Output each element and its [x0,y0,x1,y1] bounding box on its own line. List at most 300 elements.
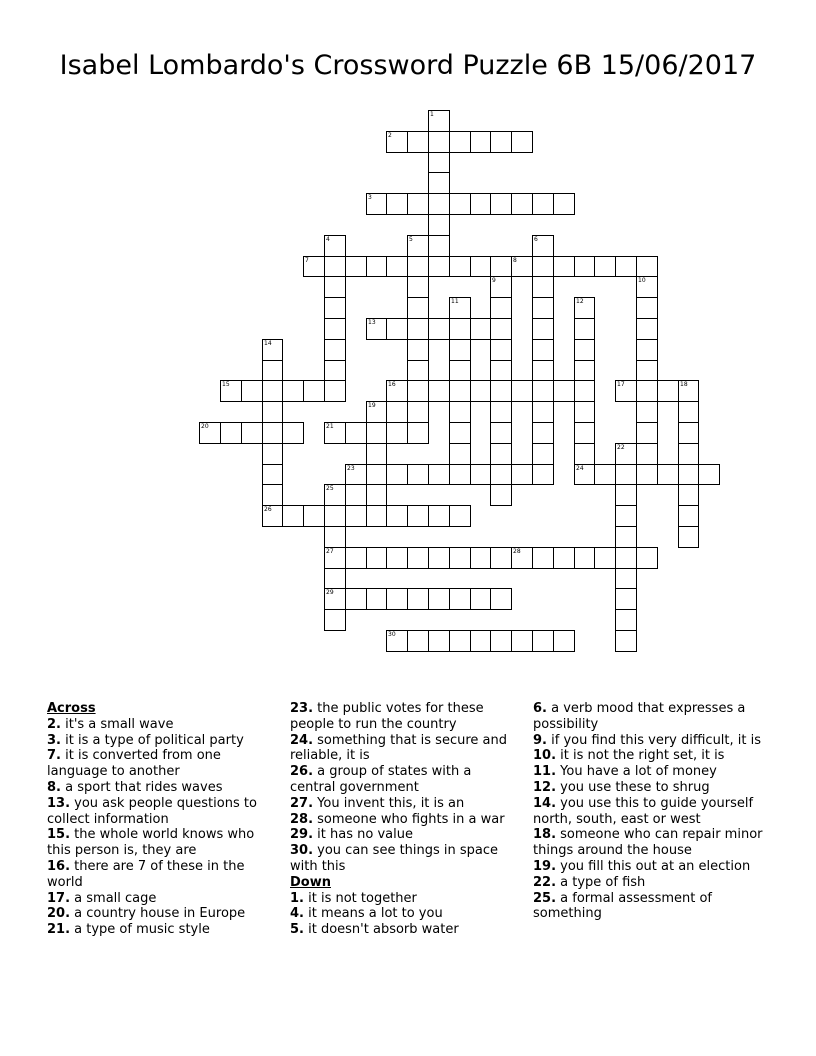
down-clue [533,859,765,875]
grid-cell[interactable] [553,193,575,215]
grid-cell[interactable] [324,276,346,298]
grid-cell[interactable] [615,505,637,527]
clue-number-label: 15. [47,827,71,843]
grid-cell[interactable] [324,297,346,319]
grid-cell[interactable] [636,464,658,485]
clue-number: 19 [368,402,376,409]
clue-number-label: 14. [533,795,557,811]
grid-cell[interactable] [678,464,699,485]
grid-cell[interactable] [449,360,471,381]
across-clue [290,796,520,812]
grid-cell[interactable] [532,422,554,444]
grid-cell[interactable] [366,464,387,485]
grid-cell[interactable] [262,505,283,527]
grid-cell[interactable] [490,193,512,215]
grid-cell[interactable] [345,256,367,277]
grid-cell[interactable] [407,401,429,423]
clue-text: it is a type of political party [60,732,244,748]
grid-cell[interactable] [490,443,512,465]
grid-cell[interactable] [366,443,387,465]
grid-cell[interactable] [407,297,429,319]
grid-cell[interactable] [366,588,387,610]
grid-cell[interactable] [470,630,491,652]
grid-cell[interactable] [386,256,408,277]
grid-cell[interactable] [282,380,304,402]
across-clue [47,859,275,891]
grid-cell[interactable] [615,630,637,652]
grid-cell[interactable] [366,505,387,527]
grid-cell[interactable] [262,360,283,381]
grid-cell[interactable] [449,380,471,402]
grid-cell[interactable] [407,235,429,257]
grid-cell[interactable] [678,380,699,402]
grid-cell[interactable] [324,235,346,257]
grid-cell[interactable] [262,443,283,465]
grid-cell[interactable] [678,484,699,506]
clue-number: 3 [368,194,372,201]
grid-cell[interactable] [324,484,346,506]
grid-cell[interactable] [615,464,637,485]
grid-cell[interactable] [262,422,283,444]
grid-cell[interactable] [428,588,450,610]
grid-cell[interactable] [407,588,429,610]
grid-cell[interactable] [532,193,554,215]
grid-cell[interactable] [532,297,554,319]
grid-cell[interactable] [594,464,616,485]
grid-cell[interactable] [511,131,533,153]
grid-cell[interactable] [574,339,595,361]
grid-cell[interactable] [303,380,325,402]
grid-cell[interactable] [449,464,471,485]
clue-number-label: 18. [533,827,557,843]
clue-number: 7 [305,257,309,264]
grid-cell[interactable] [574,380,595,402]
clue-number: 26 [264,506,272,513]
grid-cell[interactable] [470,131,491,153]
grid-cell[interactable] [428,505,450,527]
grid-cell[interactable] [345,588,367,610]
clue-text: you use this to guide yourself north, south, east or west [533,795,754,827]
grid-cell[interactable] [262,401,283,423]
grid-cell[interactable] [345,464,367,485]
clue-number: 2 [388,132,392,139]
grid-cell[interactable] [428,380,450,402]
clue-text: you ask people questions to collect information [47,795,257,827]
clue-text: the public votes for these people to run the country [290,701,484,732]
clue-number-label: 28. [290,811,314,827]
clue-text: a formal assessment of something [533,890,712,922]
across-clue [290,812,520,828]
across-clue [47,748,275,780]
grid-cell[interactable] [615,568,637,589]
grid-cell[interactable] [490,630,512,652]
grid-cell[interactable] [324,339,346,361]
grid-cell[interactable] [574,464,595,485]
across-clue [47,906,275,922]
grid-cell[interactable] [615,547,637,569]
grid-cell[interactable] [470,547,491,569]
down-clue [290,906,520,922]
grid-cell[interactable] [407,131,429,153]
grid-cell[interactable] [532,380,554,402]
grid-cell[interactable] [449,339,471,361]
grid-cell[interactable] [636,547,658,569]
grid-cell[interactable] [511,380,533,402]
grid-cell[interactable] [449,443,471,465]
grid-cell[interactable] [386,588,408,610]
clue-number-label: 7. [47,748,61,764]
down-clue [533,764,765,780]
clue-number: 23 [347,465,355,472]
grid-cell[interactable] [594,256,616,277]
grid-cell[interactable] [615,588,637,610]
grid-cell[interactable] [657,380,679,402]
clue-text: it is not together [303,890,417,906]
down-clue [533,796,765,828]
grid-cell[interactable] [199,422,221,444]
grid-cell[interactable] [470,464,491,485]
grid-cell[interactable] [490,339,512,361]
grid-cell[interactable] [490,401,512,423]
grid-cell[interactable] [345,547,367,569]
clue-number: 25 [326,485,334,492]
down-clue [533,875,765,891]
grid-cell[interactable] [511,630,533,652]
grid-cell[interactable] [636,422,658,444]
clue-number-label: 13. [47,795,71,811]
grid-cell[interactable] [449,318,471,340]
grid-cell[interactable] [324,360,346,381]
grid-cell[interactable] [490,588,512,610]
grid-cell[interactable] [324,547,346,569]
grid-cell[interactable] [636,256,658,277]
grid-cell[interactable] [407,256,429,277]
grid-cell[interactable] [574,256,595,277]
grid-cell[interactable] [636,443,658,465]
grid-cell[interactable] [490,318,512,340]
grid-cell[interactable] [407,547,429,569]
grid-cell[interactable] [490,256,512,277]
grid-cell[interactable] [657,464,679,485]
clue-number: 11 [451,298,459,305]
clue-number-label: 3. [47,732,61,748]
across-clue [47,780,275,796]
clue-number: 27 [326,548,334,555]
down-clue [290,922,520,938]
grid-cell[interactable] [574,547,595,569]
grid-cell[interactable] [428,630,450,652]
grid-cell[interactable] [511,256,533,277]
grid-cell[interactable] [366,547,387,569]
grid-cell[interactable] [553,630,575,652]
grid-cell[interactable] [532,630,554,652]
clue-number: 22 [617,444,625,451]
grid-cell[interactable] [532,360,554,381]
grid-cell[interactable] [678,526,699,548]
grid-cell[interactable] [428,193,450,215]
grid-cell[interactable] [407,505,429,527]
grid-cell[interactable] [615,484,637,506]
grid-cell[interactable] [553,256,575,277]
grid-cell[interactable] [574,360,595,381]
clue-text: you fill this out at an election [556,858,751,874]
clue-number: 1 [430,111,434,118]
grid-cell[interactable] [366,318,387,340]
grid-cell[interactable] [386,318,408,340]
grid-cell[interactable] [615,256,637,277]
grid-cell[interactable] [636,401,658,423]
clue-text: You invent this, it is an [313,795,465,811]
grid-cell[interactable] [615,609,637,631]
grid-cell[interactable] [428,152,450,173]
grid-cell[interactable] [532,235,554,257]
grid-cell[interactable] [636,297,658,319]
grid-cell[interactable] [490,360,512,381]
grid-cell[interactable] [407,318,429,340]
grid-cell[interactable] [678,443,699,465]
grid-cell[interactable] [220,422,242,444]
grid-cell[interactable] [532,276,554,298]
grid-cell[interactable] [386,422,408,444]
clue-text: a sport that rides waves [60,779,223,795]
grid-cell[interactable] [407,422,429,444]
clue-column-2 [290,701,520,938]
grid-cell[interactable] [282,422,304,444]
clue-number: 17 [617,381,625,388]
grid-cell[interactable] [366,256,387,277]
grid-cell[interactable] [241,380,263,402]
grid-cell[interactable] [428,172,450,194]
grid-cell[interactable] [428,214,450,236]
grid-cell[interactable] [574,443,595,465]
grid-cell[interactable] [241,422,263,444]
grid-cell[interactable] [698,464,720,485]
grid-cell[interactable] [324,380,346,402]
clue-number-label: 9. [533,732,547,748]
grid-cell[interactable] [407,276,429,298]
across-clue [290,827,520,843]
grid-cell[interactable] [407,630,429,652]
grid-cell[interactable] [574,401,595,423]
clue-number: 16 [388,381,396,388]
grid-cell[interactable] [407,380,429,402]
clue-number: 21 [326,423,334,430]
grid-cell[interactable] [449,630,471,652]
grid-cell[interactable] [532,339,554,361]
grid-cell[interactable] [262,380,283,402]
grid-cell[interactable] [449,256,471,277]
grid-cell[interactable] [532,318,554,340]
clue-number: 18 [680,381,688,388]
grid-cell[interactable] [428,110,450,132]
across-heading: Across [47,701,96,716]
grid-cell[interactable] [407,339,429,361]
grid-cell[interactable] [428,318,450,340]
clue-number: 12 [576,298,584,305]
grid-cell[interactable] [636,339,658,361]
clue-number: 8 [513,257,517,264]
grid-cell[interactable] [574,297,595,319]
across-clue-list [47,717,275,938]
grid-cell[interactable] [345,422,367,444]
grid-cell[interactable] [490,422,512,444]
grid-cell[interactable] [386,131,408,153]
clue-text: you use these to shrug [556,779,710,795]
grid-cell[interactable] [678,401,699,423]
grid-cell[interactable] [449,131,471,153]
across-clue [47,891,275,907]
grid-cell[interactable] [324,568,346,589]
clue-number-label: 12. [533,779,557,795]
across-clue [290,733,520,765]
grid-cell[interactable] [636,318,658,340]
across-clue [47,922,275,938]
down-clue-list-continued [533,701,765,922]
down-clue [533,748,765,764]
grid-cell[interactable] [303,505,325,527]
grid-cell[interactable] [449,422,471,444]
clue-text: a verb mood that expresses a possibility [533,701,746,732]
grid-cell[interactable] [303,256,325,277]
grid-cell[interactable] [262,464,283,485]
grid-cell[interactable] [678,505,699,527]
across-clue [290,843,520,875]
grid-cell[interactable] [386,464,408,485]
clue-number: 9 [492,277,496,284]
grid-cell[interactable] [490,464,512,485]
grid-cell[interactable] [636,360,658,381]
grid-cell[interactable] [490,276,512,298]
grid-cell[interactable] [615,443,637,465]
clue-number-label: 25. [533,890,557,906]
grid-cell[interactable] [574,318,595,340]
grid-cell[interactable] [407,360,429,381]
grid-cell[interactable] [324,505,346,527]
grid-cell[interactable] [366,193,387,215]
grid-cell[interactable] [324,588,346,610]
grid-cell[interactable] [366,422,387,444]
grid-cell[interactable] [490,380,512,402]
grid-cell[interactable] [532,443,554,465]
grid-cell[interactable] [324,422,346,444]
grid-cell[interactable] [345,505,367,527]
grid-cell[interactable] [262,339,283,361]
grid-cell[interactable] [428,547,450,569]
grid-cell[interactable] [532,256,554,277]
grid-cell[interactable] [386,547,408,569]
grid-cell[interactable] [386,380,408,402]
clue-text: You have a lot of money [556,764,717,780]
grid-cell[interactable] [615,526,637,548]
across-clue [290,764,520,796]
grid-cell[interactable] [511,547,533,569]
grid-cell[interactable] [220,380,242,402]
clue-column-1 [47,701,275,938]
grid-cell[interactable] [428,256,450,277]
clue-text: you can see things in space with this [290,843,499,874]
grid-cell[interactable] [490,484,512,506]
grid-cell[interactable] [490,547,512,569]
grid-cell[interactable] [636,380,658,402]
grid-cell[interactable] [532,464,554,485]
grid-cell[interactable] [324,526,346,548]
grid-cell[interactable] [532,547,554,569]
clue-number-label: 11. [533,764,557,780]
grid-cell[interactable] [470,380,491,402]
grid-cell[interactable] [470,256,491,277]
grid-cell[interactable] [282,505,304,527]
grid-cell[interactable] [449,547,471,569]
grid-cell[interactable] [449,297,471,319]
clue-number: 24 [576,465,584,472]
clue-number: 4 [326,236,330,243]
grid-cell[interactable] [470,588,491,610]
clue-number-label: 19. [533,858,557,874]
grid-cell[interactable] [386,505,408,527]
grid-cell[interactable] [449,401,471,423]
clue-number-label: 1. [290,890,304,906]
grid-cell[interactable] [324,609,346,631]
grid-cell[interactable] [407,193,429,215]
grid-cell[interactable] [511,464,533,485]
grid-cell[interactable] [553,547,575,569]
down-heading: Down [290,874,331,890]
grid-cell[interactable] [324,318,346,340]
grid-cell[interactable] [532,401,554,423]
grid-cell[interactable] [366,484,387,506]
grid-cell[interactable] [324,256,346,277]
clue-number: 30 [388,631,396,638]
grid-cell[interactable] [470,193,491,215]
clue-text: a small cage [70,890,157,906]
clue-text: a group of states with a central government [290,764,472,795]
grid-cell[interactable] [449,588,471,610]
down-clue [533,891,765,923]
clue-number: 15 [222,381,230,388]
grid-cell[interactable] [449,193,471,215]
grid-cell[interactable] [615,380,637,402]
grid-cell[interactable] [490,131,512,153]
clue-number-label: 20. [47,906,71,922]
grid-cell[interactable] [449,505,471,527]
grid-cell[interactable] [386,630,408,652]
grid-cell[interactable] [636,276,658,298]
grid-cell[interactable] [428,131,450,153]
clue-number-label: 21. [47,922,71,938]
grid-cell[interactable] [511,193,533,215]
clue-text: there are 7 of these in the world [47,858,245,890]
clue-number-label: 23. [290,701,314,716]
grid-cell[interactable] [386,193,408,215]
grid-cell[interactable] [490,297,512,319]
clue-text: it is converted from one language to another [47,748,221,780]
grid-cell[interactable] [407,464,429,485]
grid-cell[interactable] [366,401,387,423]
across-clue [47,827,275,859]
clue-number: 6 [534,236,538,243]
grid-cell[interactable] [574,422,595,444]
grid-cell[interactable] [428,235,450,257]
clue-text: it has no value [313,827,413,843]
grid-cell[interactable] [428,464,450,485]
clue-number-label: 6. [533,701,547,716]
clue-number: 10 [638,277,646,284]
grid-cell[interactable] [594,547,616,569]
grid-cell[interactable] [262,484,283,506]
grid-cell[interactable] [678,422,699,444]
grid-cell[interactable] [553,380,575,402]
grid-cell[interactable] [470,318,491,340]
